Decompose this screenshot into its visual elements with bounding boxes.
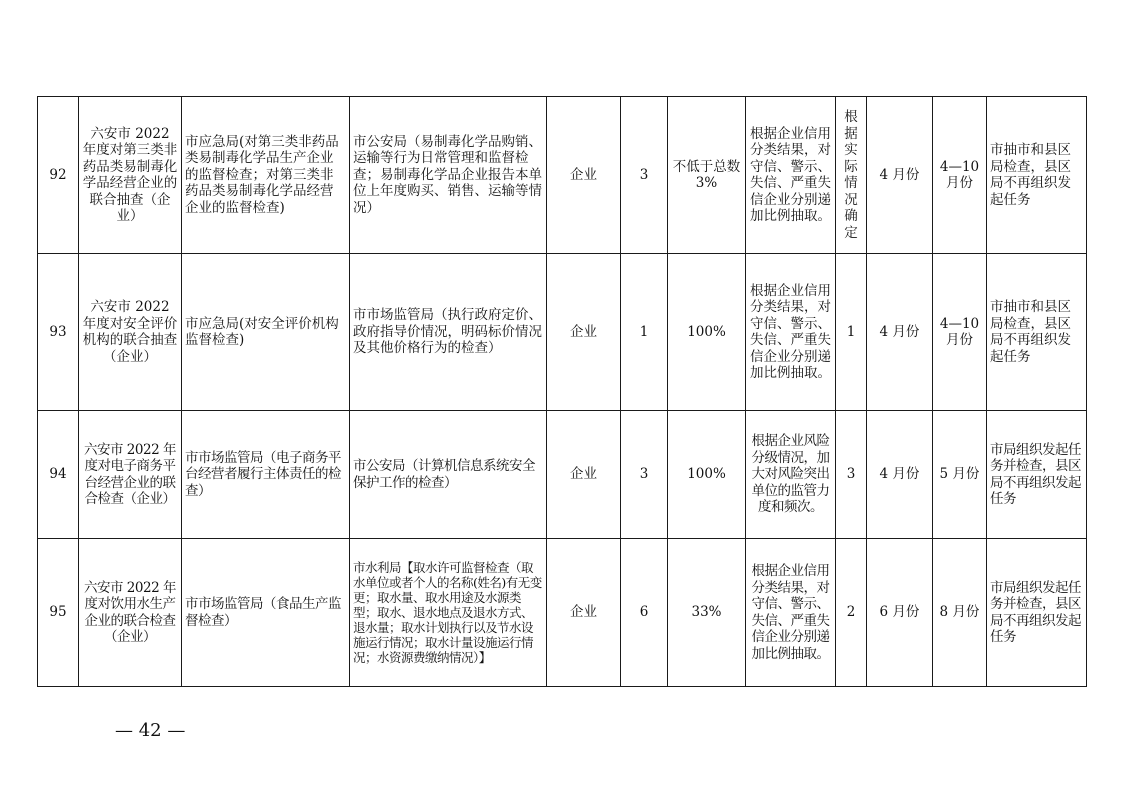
table-row — [38, 411, 1087, 539]
start-month: 4 月份 — [867, 97, 933, 254]
sample-ratio: 不低于总数 3% — [668, 97, 746, 254]
sample-ratio: 100% — [668, 254, 746, 411]
table-row — [38, 97, 1087, 254]
sample-count: 6 — [621, 539, 668, 687]
frequency: 3 — [836, 411, 867, 539]
sampling-method: 根据企业信用分类结果，对守信、警示、失信、严重失信企业分别递加比例抽取。 — [746, 254, 836, 411]
start-month: 6 月份 — [867, 539, 933, 687]
task-name: 六安市 2022 年度对安全评价机构的联合抽查（企业） — [79, 254, 182, 411]
end-month: 8 月份 — [933, 539, 987, 687]
partner-department: 市公安局（易制毒化学品购销、运输等行为日常管理和监督检查；易制毒化学品企业报告本单位上年度购买、销售、运输等情况） — [350, 97, 547, 254]
partner-department: 市水利局【取水许可监督检查（取水单位或者个人的名称(姓名)有无变更；取水量、取水用途及水源类型；取水、退水地点及退水方式、退水量；取水计划执行以及节水设施运行情况；取水计量设施运行情况；水资源费缴纳情况）】 — [350, 539, 547, 687]
sample-ratio: 33% — [668, 539, 746, 687]
remarks: 市局组织发起任务并检查，县区局不再组织发起任务 — [987, 411, 1087, 539]
sample-count: 3 — [621, 97, 668, 254]
page-number: — 42 — — [115, 720, 186, 741]
start-month: 4 月份 — [867, 411, 933, 539]
remarks: 市抽市和县区局检查，县区局不再组织发起任务 — [987, 97, 1087, 254]
start-month: 4 月份 — [867, 254, 933, 411]
row-number: 94 — [38, 411, 79, 539]
row-number: 93 — [38, 254, 79, 411]
partner-department: 市市场监管局（执行政府定价、政府指导价情况，明码标价情况及其他价格行为的检查） — [350, 254, 547, 411]
sampling-method: 根据企业信用分类结果，对守信、警示、失信、严重失信企业分别递加比例抽取。 — [746, 97, 836, 254]
row-number: 92 — [38, 97, 79, 254]
inspection-object: 企业 — [547, 254, 621, 411]
inspection-object: 企业 — [547, 411, 621, 539]
remarks: 市局组织发起任务并检查，县区局不再组织发起任务 — [987, 539, 1087, 687]
lead-department: 市市场监管局（食品生产监督检查） — [182, 539, 350, 687]
table-row — [38, 254, 1087, 411]
inspection-table — [37, 96, 1087, 687]
lead-department: 市应急局(对安全评价机构监督检查) — [182, 254, 350, 411]
remarks: 市抽市和县区局检查，县区局不再组织发起任务 — [987, 254, 1087, 411]
end-month: 4—10 月份 — [933, 97, 987, 254]
row-number: 95 — [38, 539, 79, 687]
partner-department: 市公安局（计算机信息系统安全保护工作的检查） — [350, 411, 547, 539]
sampling-method: 根据企业风险分级情况，加大对风险突出单位的监管力度和频次。 — [746, 411, 836, 539]
lead-department: 市应急局(对第三类非药品类易制毒化学品生产企业的监督检查；对第三类非药品类易制毒化学品经营企业的监督检查) — [182, 97, 350, 254]
sample-ratio: 100% — [668, 411, 746, 539]
inspection-object: 企业 — [547, 539, 621, 687]
task-name: 六安市 2022 年度对电子商务平台经营企业的联合检查（企业） — [79, 411, 182, 539]
sample-count: 1 — [621, 254, 668, 411]
frequency: 1 — [836, 254, 867, 411]
frequency: 2 — [836, 539, 867, 687]
sampling-method: 根据企业信用分类结果，对守信、警示、失信、严重失信企业分别递加比例抽取。 — [746, 539, 836, 687]
inspection-object: 企业 — [547, 97, 621, 254]
lead-department: 市市场监管局（电子商务平台经营者履行主体责任的检查） — [182, 411, 350, 539]
task-name: 六安市 2022 年度对第三类非药品类易制毒化学品经营企业的联合抽查（企业） — [79, 97, 182, 254]
end-month: 5 月份 — [933, 411, 987, 539]
task-name: 六安市 2022 年度对饮用水生产企业的联合检查（企业） — [79, 539, 182, 687]
end-month: 4—10 月份 — [933, 254, 987, 411]
sample-count: 3 — [621, 411, 668, 539]
frequency: 根据实际情况确定 — [836, 97, 867, 254]
table-row — [38, 539, 1087, 687]
